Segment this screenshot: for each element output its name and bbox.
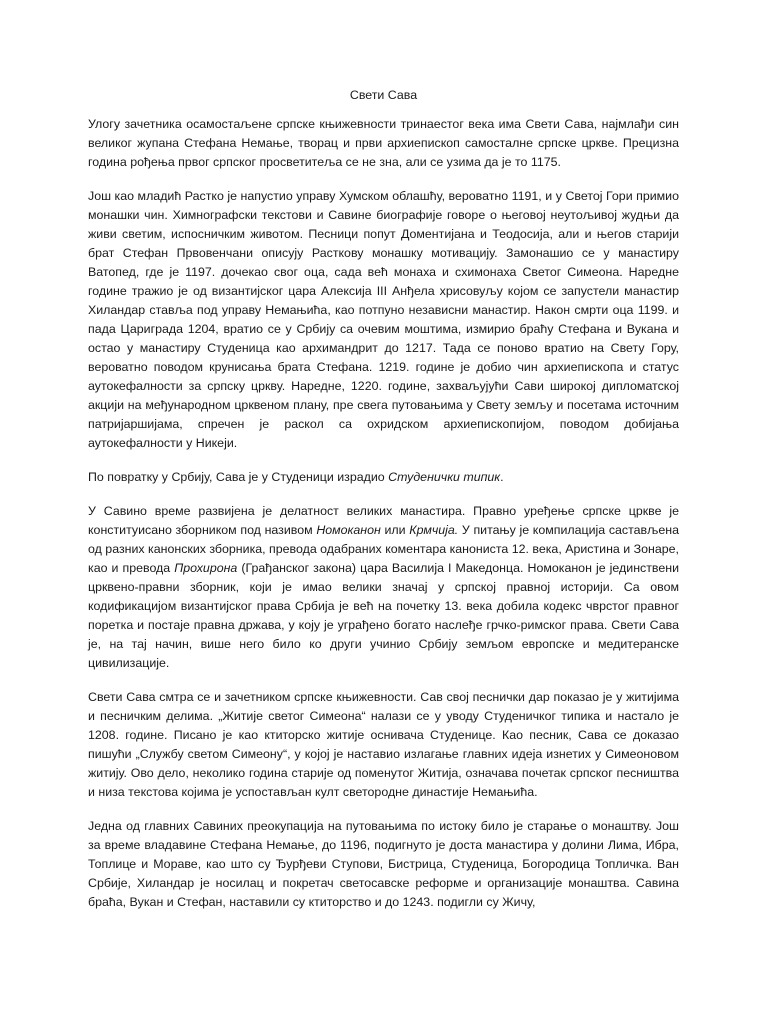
paragraph-1: Улогу зачетника осамостаљене српске књижевности тринаестог века има Свети Сава, најмлађи син великог жупана Стефана Немање, творац и први архиепископ самосталне српске цркве. Прецизна година рођења првог српског просветитеља се не зна, али се узима да је то 1175. [88, 117, 679, 169]
document-page [88, 86, 679, 927]
paragraph-4-a: У Савино време развијена је делатност великих манастира. Правно уређење српске цркве је конституисано зборником под називом [88, 504, 679, 537]
document-title: Свети Сава [349, 88, 418, 102]
paragraph-3-end: . [500, 470, 504, 484]
paragraph-3 [88, 468, 679, 487]
paragraph-4-italic-3: Прохирона [174, 561, 238, 575]
paragraph-4 [88, 502, 679, 673]
paragraph-3-text: По повратку у Србију, Сава је у Студеници израдио [88, 470, 389, 484]
paragraph-4-c: У питању је компилација састављена од разних канонских зборника, превода одабраних коментара канониста 12. века, Аристина и Зонаре, као и превода [88, 523, 679, 575]
paragraph-4-d: (Грађанског закона) цара Василија I Македонца. Номоканон је јединствени црквено-правни зборник, који је имао велики значај у српској правној историји. Са овом кодификацијом византијског права Србија је већ на почетку 13. века добила кодекс чврстог правног поретка и постаје правна држава, у коју је уграђено богато наслеђе грчко-римског права. Свети Сава је, на тај начин, више него било ко други учинио Србију земљом европске и медитеранске цивилизације. [88, 561, 680, 670]
paragraph-4-italic-1: Номоканон [316, 523, 381, 537]
paragraph-5: Свети Сава смтра се и зачетником српске књижевности. Сав свој песнички дар показао је у житијима и песничким делима. „Житије светог Симеона“ налази се у уводу Студеничког типика и настало је 1208. године. Писано је као ктиторско житије оснивача Студенице. Као песник, Сава се доказао пишући „Службу светом Симеону“, у којој је наставио излагање главних идеја изнетих у Симеоновом житију. Ово дело, неколико година старије од поменутог Житија, означава почетак српског песништва и низа текстова којима је успостављан култ светородне династије Немањића. [88, 690, 679, 799]
paragraph-4-b: или [380, 523, 410, 537]
paragraph-6: Једна од главних Савиних преокупација на путовањима по истоку било је старање о монаштву. Још за време владавине Стефана Немање, до 1196, подигнуто је доста манастира у долини Лима, Ибра, Топлице и Мораве, као што су Ђурђеви Ступови, Бистрица, Студеница, Богородица Топличка. Ван Србије, Хиландар је носилац и покретач светосавске реформе и организације монаштва. Савина браћа, Вукан и Стефан, наставили су ктиторство и до 1243. подигли су Жичу, [88, 819, 679, 909]
paragraph-4-italic-2: Крмчија. [409, 523, 459, 537]
paragraph-3-italic: Студенички типик [388, 470, 501, 484]
paragraph-2: Још као младић Растко је напустио управу Хумском облашћу, вероватно 1191, и у Светој Гори примио монашки чин. Химнографски текстови и Савине биографије говоре о његовој неутољивој жудњи да живи светим, испосничким животом. Песници попут Доментијана и Теодосија, али и његов старији брат Стефан Првовенчани описују Расткову монашку мотивацију. Замонашио се у манастиру Ватопед, где је 1197. дочекао свог оца, сада већ монаха и схимонаха Светог Симеона. Наредне године тражио је од византијског цара Алексија III Анђела хрисовуљу којом се запустели манастир Хиландар ставља под управу Немањића, као потпуно независни манастир. Након смрти оца 1199. и пада Цариграда 1204, вратио се у Србију са очевим моштима, измирио браћу Стефана и Вукана и остао у манастиру Студеница као архимандрит до 1217. Тада се поново вратио на Свету Гору, вероватно поводом крунисања брата Стефана. 1219. године је добио чин архиепископа и статус аутокефалности за српску цркву. Наредне, 1220. године, захваљујући Сави широкој дипломатској акцији на међународном црквеном плану, пре свега путовањима у Свету земљу и посетама источним патријаршијама, спречен је раскол са охридском архиепископијом, поводом добијања аутокефалности у Никеји. [88, 189, 679, 450]
